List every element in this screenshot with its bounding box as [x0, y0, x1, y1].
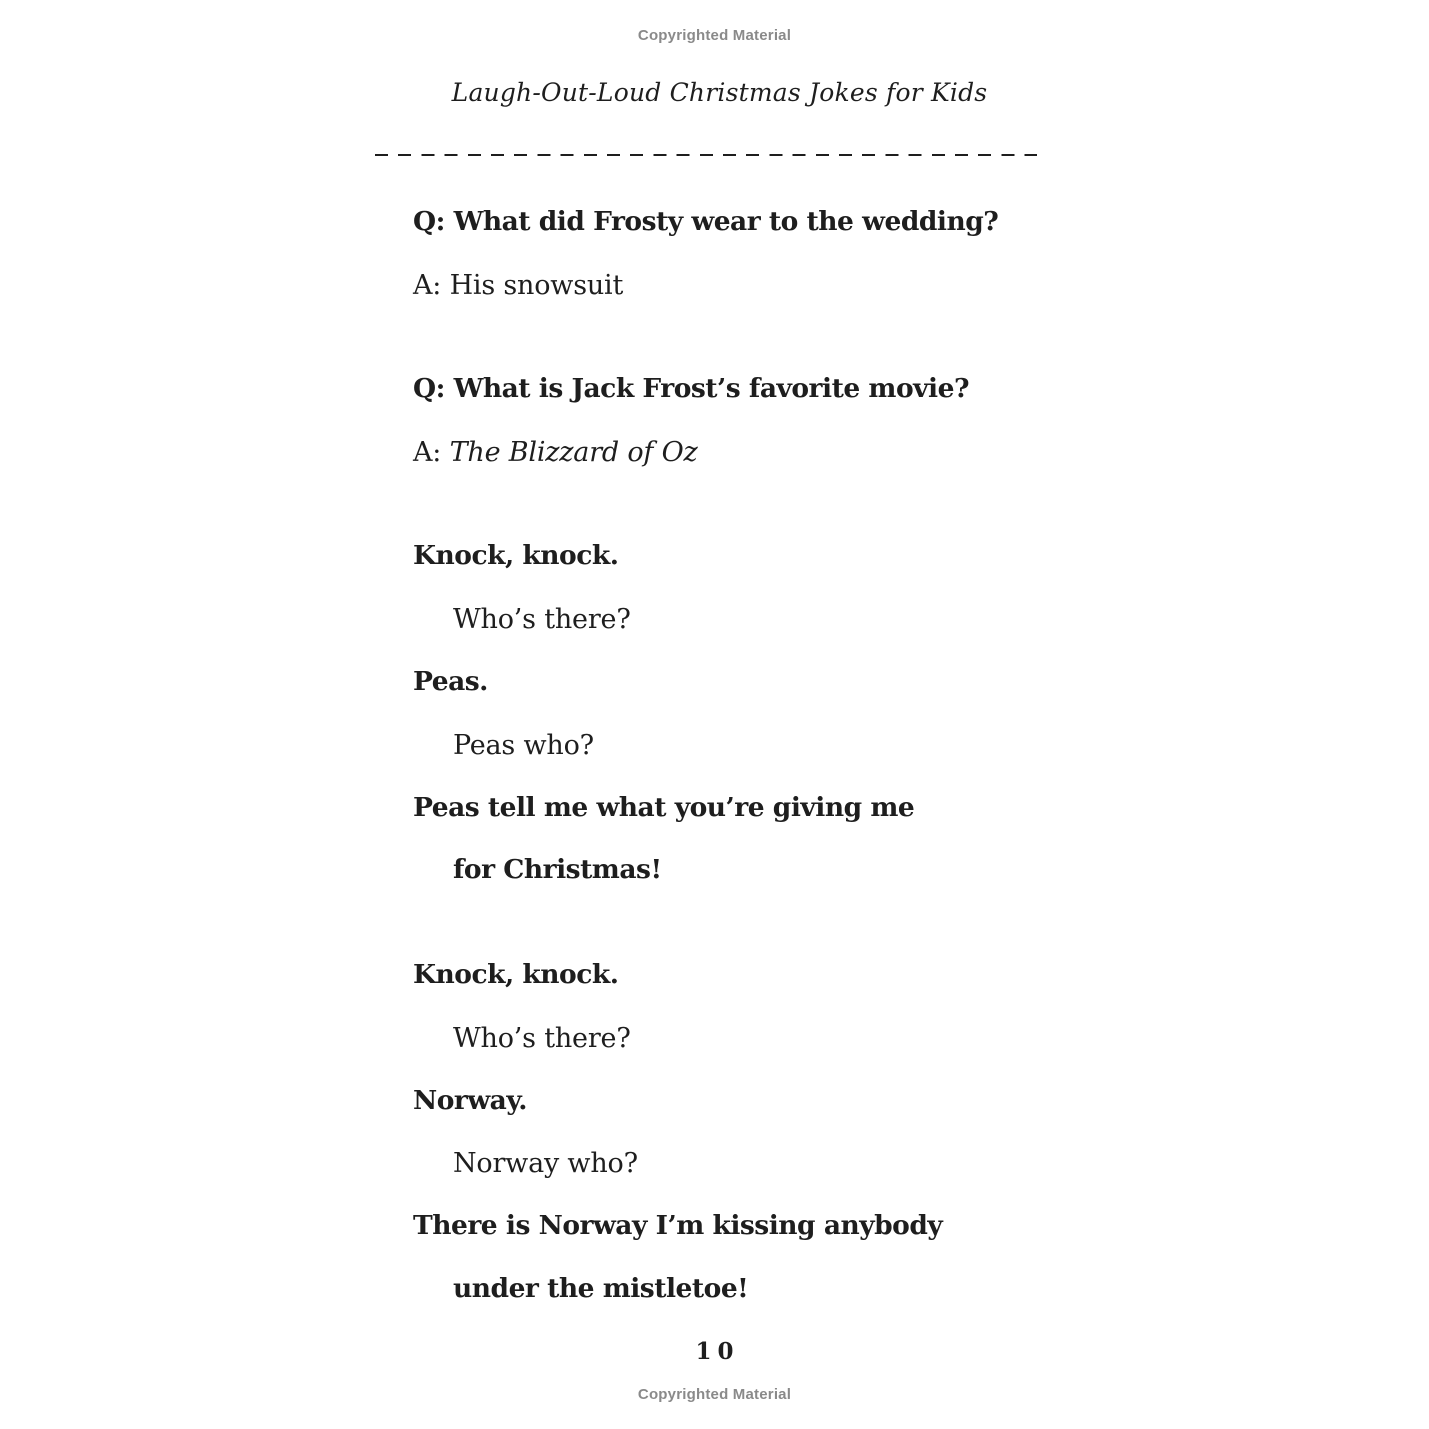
- copyright-watermark-top: Copyrighted Material: [637, 27, 792, 44]
- joke-question: Q: What did Frosty wear to the wedding?: [413, 206, 999, 237]
- knock-line: Knock, knock.: [413, 540, 619, 571]
- copyright-watermark-bottom: Copyrighted Material: [637, 1386, 792, 1403]
- who-line: Peas who?: [453, 730, 594, 761]
- punchline-continuation: for Christmas!: [453, 854, 662, 885]
- running-head: Laugh-Out-Loud Christmas Jokes for Kids: [451, 78, 988, 107]
- joke-answer: [413, 439, 698, 466]
- punchline-continuation: under the mistletoe!: [453, 1273, 749, 1304]
- dashed-divider: [375, 154, 1037, 156]
- joke-question: Q: What is Jack Frost’s favorite movie?: [413, 373, 969, 404]
- punchline-line: There is Norway I’m kissing anybody: [413, 1210, 943, 1241]
- answer-prefix: A:: [413, 437, 450, 468]
- reply-line: Who’s there?: [453, 604, 631, 635]
- name-line: Peas.: [413, 666, 488, 697]
- who-line: Norway who?: [453, 1148, 638, 1179]
- movie-title: The Blizzard of Oz: [449, 437, 698, 468]
- punchline-line: Peas tell me what you’re giving me: [413, 792, 915, 823]
- joke-answer: A: His snowsuit: [413, 270, 624, 301]
- page-number: 10: [695, 1338, 740, 1365]
- name-line: Norway.: [413, 1085, 527, 1116]
- knock-line: Knock, knock.: [413, 959, 619, 990]
- reply-line: Who’s there?: [453, 1023, 631, 1054]
